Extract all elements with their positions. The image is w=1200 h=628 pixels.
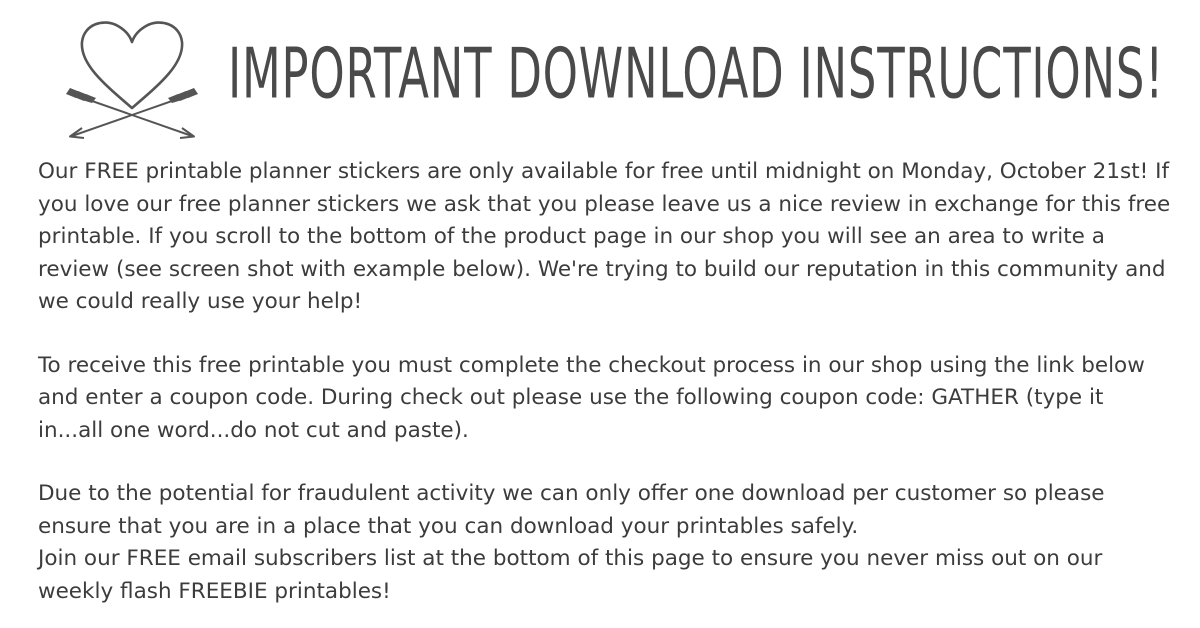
- paragraph-gap: [38, 319, 1173, 350]
- paragraph-gap: [38, 447, 1173, 478]
- heart-crossed-arrows-icon: [64, 12, 200, 142]
- logo-svg: [64, 12, 200, 142]
- paragraph-availability: Our FREE printable planner stickers are only available for free until midnight on Monday, October 21st! If you love our free planner stickers we ask that you please leave us a nice review in exchange for this free printable. If you scroll to the bottom of the product page in our shop you will see an area to write a review (see screen shot with example below). We're trying to build our reputation in this community and we could really use your help!: [38, 159, 1171, 314]
- page-title: IMPORTANT DOWNLOAD INSTRUCTIONS!: [228, 35, 1164, 115]
- paragraph-fraud-notice: Due to the potential for fraudulent activity we can only offer one download per customer so please ensure that you are in a place that you can download your printables safely.: [38, 481, 1105, 539]
- arrow-feathers-1: [66, 88, 96, 103]
- arrow-feathers-2: [168, 88, 198, 103]
- instructions-body: [38, 156, 1173, 608]
- paragraph-subscribe: Join our FREE email subscribers list at the bottom of this page to ensure you never miss out on our weekly flash FREEBIE printables!: [38, 546, 1103, 604]
- paragraph-checkout: To receive this free printable you must complete the checkout process in our shop using the link below and enter a coupon code. During check out please use the following coupon code: GATHER (type it in...all one word...do not cut and paste).: [38, 352, 1145, 443]
- heart-shape: [82, 23, 182, 108]
